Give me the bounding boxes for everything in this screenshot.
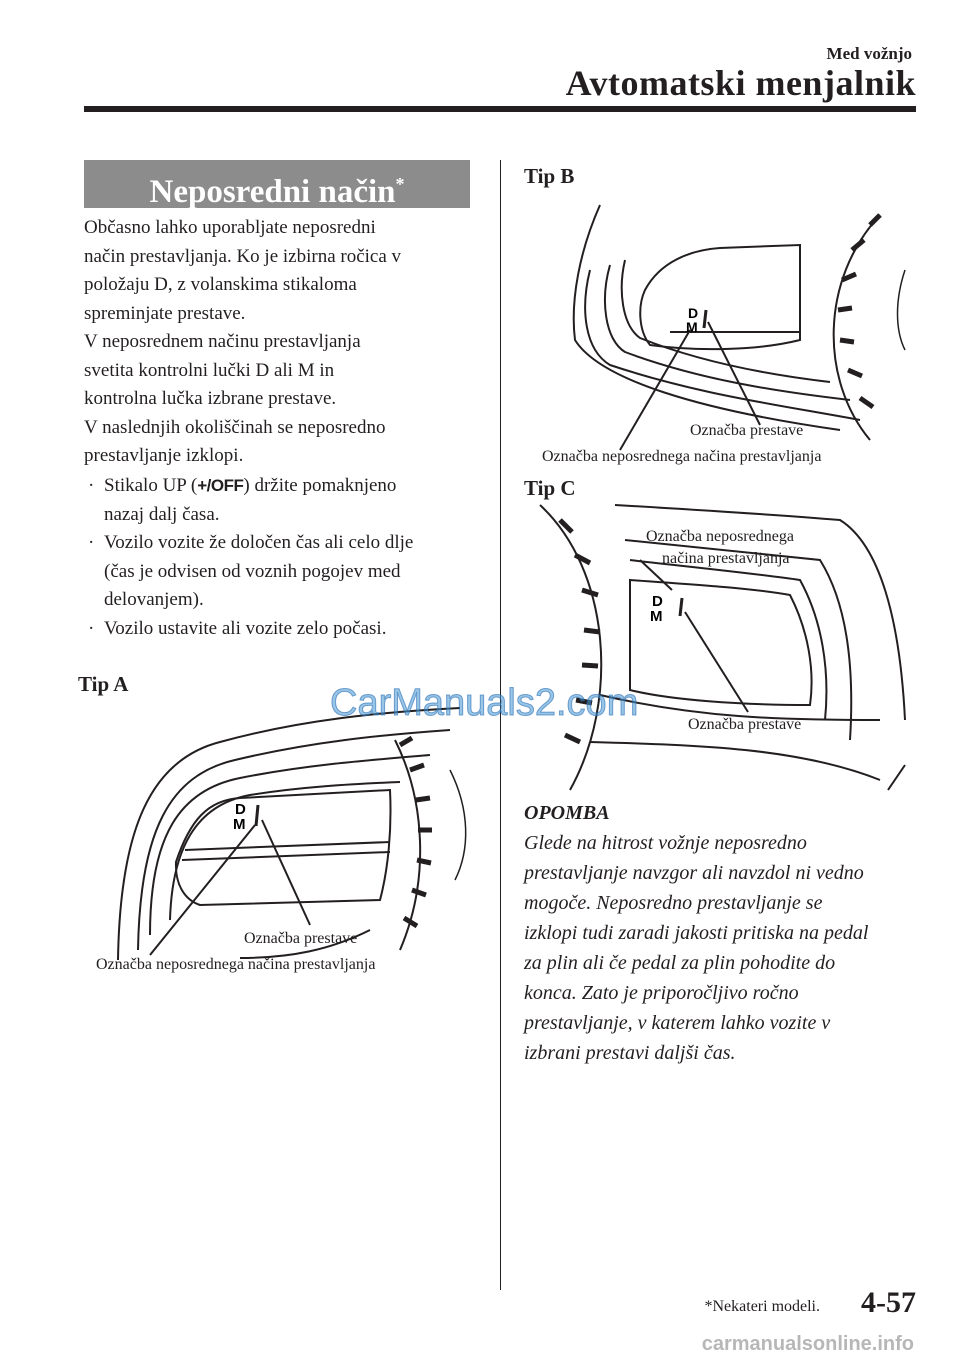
tip-b-title: Tip B [524, 164, 575, 188]
gear-indicator-label: Označba prestave [244, 930, 358, 947]
direct-mode-label: Označba neposrednega načina prestavljanja [96, 956, 376, 973]
note-line: izklopi tudi zaradi jakosti pritiska na pedal [524, 922, 869, 944]
bullet-text: nazaj dalj časa. [104, 503, 220, 525]
direct-mode-indicator: M [686, 319, 698, 335]
intro-line: spreminjate prestave. [84, 302, 246, 324]
bullet-text: Vozilo vozite že določen čas ali celo dlje [104, 532, 414, 553]
gauge-tick [582, 665, 598, 666]
direct-mode-label: načina prestavljanja [662, 550, 790, 567]
direct-mode-label: Označba neposrednega načina prestavljanja [542, 448, 822, 465]
note-line: izbrani prestavi daljši čas. [524, 1042, 736, 1064]
gear-indicator-label: Označba prestave [688, 716, 802, 733]
watermark-center[interactable]: CarManuals2.com [330, 682, 639, 724]
intro-line: položaju D, z volanskima stikaloma [84, 274, 357, 295]
note-title: OPOMBA [524, 802, 610, 824]
direct-mode-indicator: M [650, 608, 663, 625]
bullet-text: (čas je odvisen od voznih pogojev med [104, 560, 401, 582]
gauge-arc [888, 765, 905, 790]
intro-line: svetita kontrolni lučki D ali M in [84, 359, 335, 381]
intro-line: prestavljanje izklopi. [84, 445, 244, 466]
gauge-tick [565, 735, 580, 742]
intro-line: Občasno lahko uporabljate neposredni [84, 217, 376, 238]
note-line: prestavljanje, v katerem lahko vozite v [524, 1012, 831, 1034]
direct-mode-indicator: M [233, 816, 246, 833]
tip-c-title: Tip C [524, 476, 576, 500]
footnote: *Nekateri modeli. [704, 1298, 820, 1315]
up-off-switch-icon: +/OFF [197, 476, 244, 495]
note-line: prestavljanje navzgor ali navzdol ni vedno [524, 862, 864, 884]
gauge-tick [584, 630, 600, 632]
gauge-tick [582, 590, 598, 595]
intro-line: V neposrednem načinu prestavljanja [84, 331, 361, 352]
bezel-outline [590, 742, 880, 780]
note-line: mogoče. Neposredno prestavljanje se [524, 892, 823, 914]
direct-mode-indicator: D [688, 305, 699, 321]
banner-asterisk: * [395, 174, 405, 194]
direct-mode-indicator: D [235, 801, 246, 818]
direct-mode-label: Označba neposrednega [646, 528, 794, 545]
direct-mode-indicator: D [652, 593, 663, 610]
gear-indicator-label: Označba prestave [690, 422, 804, 439]
bullet-text: delovanjem). [104, 589, 204, 610]
gear-indicator-bar [680, 598, 682, 616]
bullet-text: Vozilo ustavite ali vozite zelo počasi. [104, 617, 387, 639]
intro-line: V naslednjih okoliščinah se neposredno [84, 416, 386, 438]
note-line: za plin ali če pedal za plin pohodite do [524, 952, 836, 974]
chapter-title: Avtomatski menjalnik [565, 63, 916, 103]
page-number: 4-57 [861, 1286, 916, 1319]
bullet-dot: · [88, 617, 95, 639]
watermark-corner[interactable]: carmanualsonline.info [701, 1333, 914, 1355]
bullet-dot: · [88, 475, 95, 496]
intro-line: kontrolna lučka izbrane prestave. [84, 388, 337, 409]
note-line: konca. Zato je priporočljivo ročno [524, 982, 799, 1004]
gauge-tick [575, 555, 590, 563]
bullet-text: ) držite pomaknjeno [243, 475, 397, 496]
bullet-text: Stikalo UP ( [104, 475, 198, 496]
bezel-outline [625, 540, 851, 740]
intro-line: način prestavljanja. Ko je izbirna ročica v [84, 245, 402, 267]
gauge-arc [540, 505, 601, 790]
leader-line [685, 612, 748, 712]
bullet-dot: · [88, 532, 95, 553]
banner-title: Neposredni način [149, 174, 396, 210]
tip-a-title: Tip A [78, 672, 129, 696]
note-line: Glede na hitrost vožnje neposredno [524, 832, 807, 854]
note-box [524, 798, 924, 1068]
section-title: Med vožnjo [826, 44, 912, 63]
